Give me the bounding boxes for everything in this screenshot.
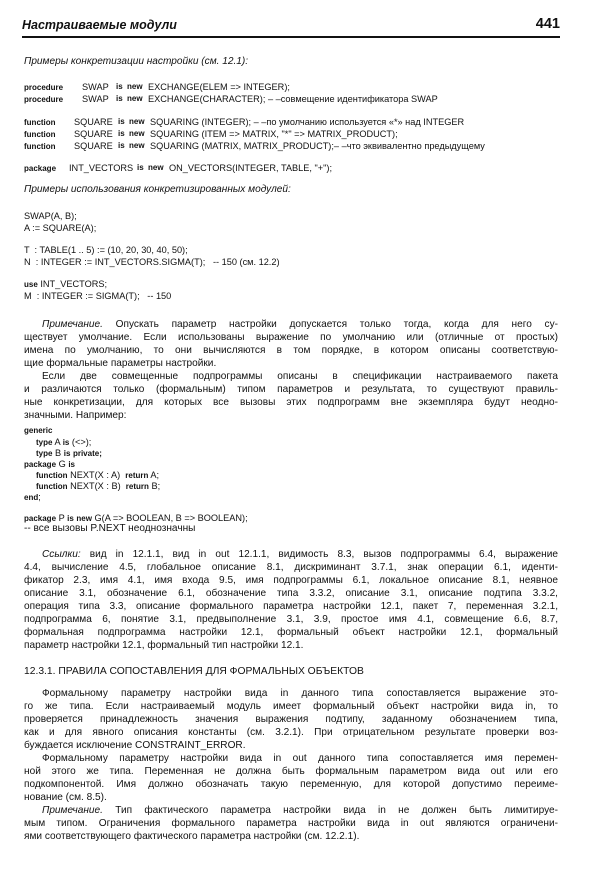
code-line: function SQUARE is new SQUARING (MATRIX, MATRIX_PRODUCT);– –что эквивалентно предыдущему xyxy=(24,141,485,151)
usage-heading: Примеры использования конкретизированных модулей: xyxy=(24,184,291,195)
code-line: T : TABLE(1 .. 5) := (10, 20, 30, 40, 50); xyxy=(24,245,188,255)
text-line: 4.4, вычисление 4.5, глобальное описание 8.1, дискриминант 3.7.1, знак операции 6.1, иденти- xyxy=(24,562,558,573)
text-line: имена по умолчанию, то они вычисляются в том порядке, в котором описаны соответствую- xyxy=(24,345,558,356)
code-line: A := SQUARE(A); xyxy=(24,223,97,233)
running-header xyxy=(22,18,560,38)
code-line: type B is private; xyxy=(36,448,102,458)
code-line: M : INTEGER := SIGMA(T); -- 150 xyxy=(24,291,172,301)
text-line: проверяется принадлежность значения выражения подтипу, заданному обозначением типа, xyxy=(24,714,558,725)
text-line: Формальному параметру настройки вида in out данного типа сопоставляется имя перемен- xyxy=(42,753,558,764)
code-line: SWAP(A, B); xyxy=(24,211,77,221)
code-line: use INT_VECTORS; xyxy=(24,279,108,289)
text-line: формальная подпрограмма настройки 12.1, формальный объект настройки 12.1, формальный xyxy=(24,627,558,638)
code-line: procedure SWAP is new EXCHANGE(CHARACTER); – –совмещение идентификатора SWAP xyxy=(24,94,438,104)
code-line: procedure SWAP is new EXCHANGE(ELEM => INTEGER); xyxy=(24,82,290,92)
code-line: package INT_VECTORS is new ON_VECTORS(INTEGER, TABLE, "+"); xyxy=(24,163,333,173)
code-line: function SQUARE is new SQUARING (INTEGER); – –по умолчанию используется «*» над INTEGER xyxy=(24,117,465,127)
text-line: ществует умолчание. Если использованы выражение по умолчанию или (отличные от простых) xyxy=(24,332,558,343)
text-line: го же типа. Если настраиваемый модуль имеет формальный объект настройки вида in, то xyxy=(24,701,558,712)
text-line: значными. Например: xyxy=(24,410,127,421)
examples-heading: Примеры конкретизации настройки (см. 12.1): xyxy=(24,56,249,67)
text-line: подпрограмма 6, понятие 3.1, предвыполнение 3.1, 3.9, простое имя 4.1, совмещение 6.6, 8.7, xyxy=(24,614,558,625)
text-line: Формальному параметру настройки вида in данного типа сопоставляется выражение это- xyxy=(42,688,558,699)
text-line: как и для явного описания константы (см. 3.2.1). При отрицательном результате проверки воз- xyxy=(24,727,558,738)
text-line: операция типа 3.3, описание формального параметра настройки 12.1, пакет 7, переменная 3.2.1, xyxy=(24,601,558,612)
text-line: и различаются только (формальным) типом параметров и результата, то существуют правиль- xyxy=(24,384,558,395)
text-line: параметр настройки 12.1, формальный тип настройки 12.1. xyxy=(24,640,304,651)
code-line: function NEXT(X : A) return A; xyxy=(36,470,160,480)
text-line: мым типом. Ограничения формального параметра настройки вида in out являются ограничени- xyxy=(24,818,558,829)
code-line: N : INTEGER := INT_VECTORS.SIGMA(T); -- 150 (см. 12.2) xyxy=(24,257,280,267)
section-title: Настраиваемые модули xyxy=(22,18,177,32)
text-line: описание 3.1, обозначение 6.1, обозначение типа 3.3.2, описание 3.1, описание подтипа 3.3.2, xyxy=(24,588,558,599)
text-line: Примечание. Тип фактического параметра настройки вида in не должен быть лимитируе- xyxy=(42,805,558,816)
code-line: type A is (<>); xyxy=(36,437,92,447)
text-line: буждается исключение CONSTRAINT_ERROR. xyxy=(24,740,246,751)
subsection-heading: 12.3.1. ПРАВИЛА СОПОСТАВЛЕНИЯ ДЛЯ ФОРМАЛЬНЫХ ОБЪЕКТОВ xyxy=(24,666,364,677)
code-line: package P is new G(A => BOOLEAN, B => BOOLEAN); xyxy=(24,513,248,523)
text-line: ями соответствующего фактического параметра настройки (см. 12.2.1). xyxy=(24,831,360,842)
code-line: function NEXT(X : B) return B; xyxy=(36,481,161,491)
code-line: package G is xyxy=(24,459,75,469)
text-line: Если две совмещенные подпрограммы описаны в спецификации настраиваемого пакета xyxy=(42,371,558,382)
text-line: Ссылки: вид in 12.1.1, вид in out 12.1.1, видимость 8.3, вызов подпрограммы 6.4, выражение xyxy=(42,549,558,560)
text-line: щие формальные параметры настройки. xyxy=(24,358,217,369)
code-comment: -- все вызовы P.NEXT неоднозначны xyxy=(24,523,196,534)
text-line: ной этого же типа. Переменная не должна быть формальным параметром вида out или его xyxy=(24,766,558,777)
text-line: фикатор 2.3, имя 4.1, имя входа 9.5, имя подпрограммы 6.1, локальное описание 8.1, неявное xyxy=(24,575,558,586)
code-line: function SQUARE is new SQUARING (ITEM => MATRIX, "*" => MATRIX_PRODUCT); xyxy=(24,129,398,139)
text-line: Примечание. Опускать параметр настройки допускается только тогда, когда для него су- xyxy=(42,319,558,330)
code-line: end; xyxy=(24,492,41,502)
text-line: нование (см. 8.5). xyxy=(24,792,107,803)
text-line: ные конкретизации, для которых все вызовы этих подпрограмм вне экземпляра будут неодно- xyxy=(24,397,558,408)
text-line: подкомпонентой. Имя должно обозначать такую переменную, для которой допустимо переиме- xyxy=(24,779,558,790)
page-number: 441 xyxy=(535,16,560,32)
code-line: generic xyxy=(24,426,53,435)
